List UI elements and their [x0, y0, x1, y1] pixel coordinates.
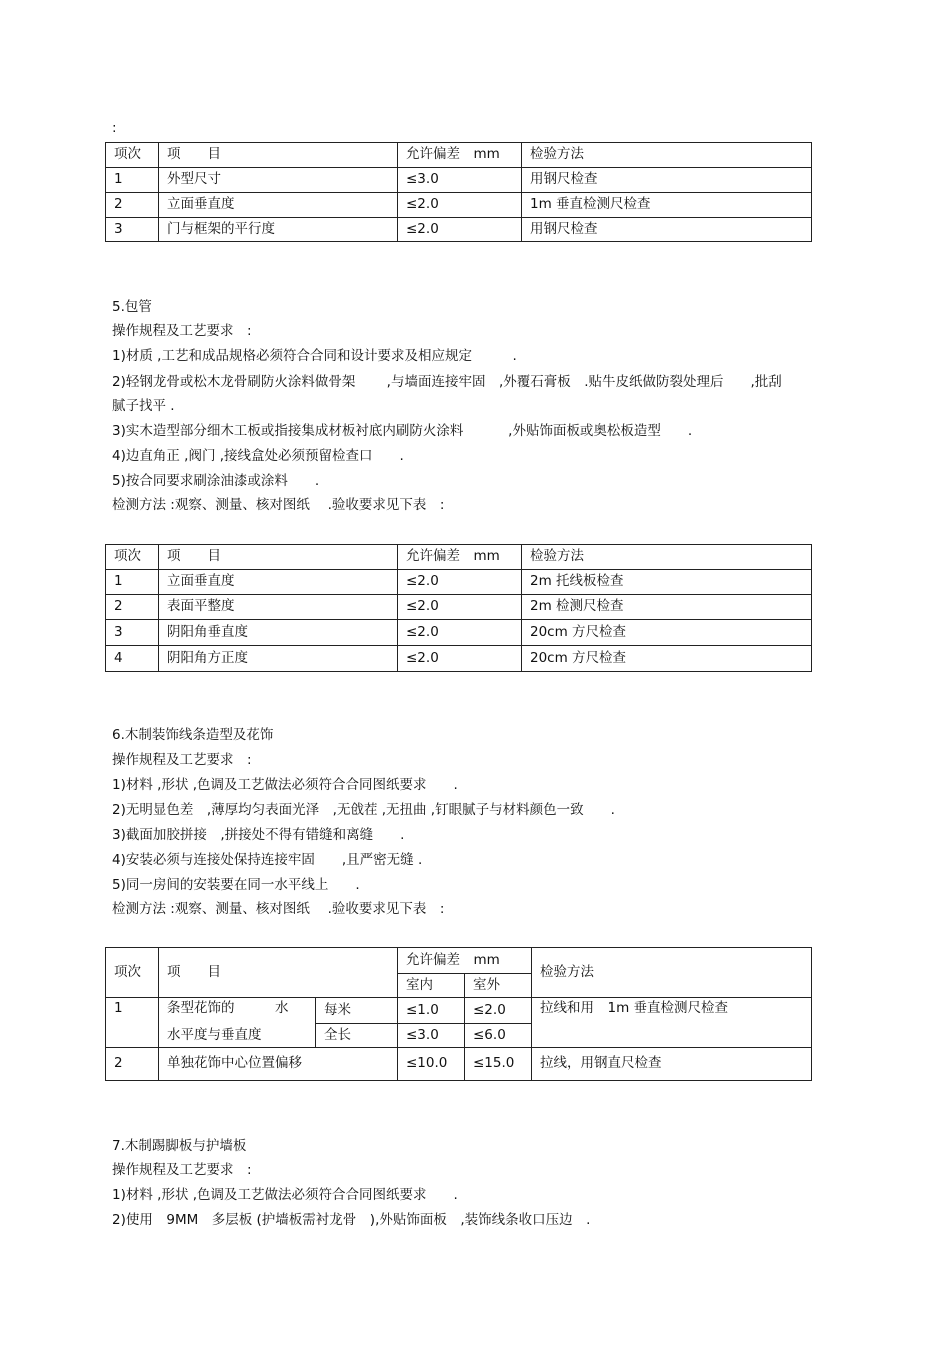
table-1	[105, 142, 812, 242]
header-cell: 允许偏差 mm	[398, 143, 522, 168]
table-row	[106, 570, 812, 595]
table-cell: ≤2.0	[465, 998, 532, 1024]
header-cell: 允许偏差 mm	[398, 545, 522, 570]
table-cell: 立面垂直度	[159, 570, 398, 595]
table-cell: 2	[106, 1048, 159, 1081]
table-cell: 表面平整度	[159, 595, 398, 620]
section-5-item: 5)按合同要求刷涂油漆或涂料 .	[112, 473, 320, 489]
table-cell: ≤2.0	[398, 218, 522, 242]
table-cell: ≤2.0	[398, 595, 522, 620]
table-2	[105, 544, 812, 672]
table-cell: 2m 检测尺检查	[522, 595, 812, 620]
table-cell: ≤3.0	[398, 168, 522, 193]
table-header-row	[106, 948, 812, 974]
table-cell: 水平度与垂直度	[159, 1024, 316, 1048]
header-cell: 室内	[398, 974, 465, 998]
header-cell: 检验方法	[522, 143, 812, 168]
section-6-item: 1)材料 ,形状 ,色调及工艺做法必须符合合同图纸要求 .	[112, 777, 458, 793]
section-6-method: 检测方法 :观察、测量、核对图纸 .验收要求见下表 :	[112, 901, 445, 917]
section-5-item: 3)实木造型部分细木工板或指接集成材板衬底内刷防火涂料 ,外贴饰面板或奥松板造型 .	[112, 423, 693, 439]
table-cell: 20cm 方尺检查	[522, 646, 812, 672]
table-row	[106, 218, 812, 242]
table-cell: 2	[106, 193, 159, 218]
table-row	[106, 1048, 812, 1081]
table-cell: 条型花饰的 水	[159, 998, 316, 1024]
table-cell: 1	[106, 570, 159, 595]
header-cell: 项 目	[159, 948, 398, 998]
header-cell: 室外	[465, 974, 532, 998]
table-cell: ≤15.0	[465, 1048, 532, 1081]
section-7-item: 1)材料 ,形状 ,色调及工艺做法必须符合合同图纸要求 .	[112, 1187, 458, 1203]
table-cell: ≤2.0	[398, 646, 522, 672]
table-cell: 外型尺寸	[159, 168, 398, 193]
table-cell: 每米	[316, 998, 398, 1024]
section-7-item: 2)使用 9MM 多层板 (护墙板需衬龙骨 ),外贴饰面板 ,装饰线条收口压边 .	[112, 1212, 591, 1228]
table-cell: 用钢尺检查	[522, 218, 812, 242]
table-cell: 3	[106, 218, 159, 242]
table-cell: 20cm 方尺检查	[522, 620, 812, 646]
header-cell: 项次	[106, 143, 159, 168]
table-row	[106, 193, 812, 218]
section-6-title: 6.木制装饰线条造型及花饰	[112, 727, 274, 743]
section-5-item: 2)轻钢龙骨或松木龙骨刷防火涂料做骨架 ,与墙面连接牢固 ,外覆石膏板 .贴牛皮纸做防裂处理后 ,批刮	[112, 374, 782, 390]
header-cell: 检验方法	[532, 948, 812, 998]
table-cell: 立面垂直度	[159, 193, 398, 218]
table-cell: 单独花饰中心位置偏移	[159, 1048, 398, 1081]
header-cell: 项次	[106, 948, 159, 998]
table-cell: 拉线和用 1m 垂直检测尺检查	[532, 998, 812, 1048]
table-row	[106, 595, 812, 620]
table-cell: ≤3.0	[398, 1024, 465, 1048]
table-cell: 门与框架的平行度	[159, 218, 398, 242]
table-cell: ≤6.0	[465, 1024, 532, 1048]
table-cell: 拉线，用钢直尺检查	[532, 1048, 812, 1081]
table-cell: 全长	[316, 1024, 398, 1048]
header-cell: 项 目	[159, 545, 398, 570]
table-cell: 3	[106, 620, 159, 646]
table-cell: ≤2.0	[398, 620, 522, 646]
top-colon: :	[112, 120, 117, 136]
table-cell: 1	[106, 998, 159, 1048]
header-cell: 允许偏差 mm	[398, 948, 532, 974]
section-5-item: 1)材质 ,工艺和成品规格必须符合合同和设计要求及相应规定 .	[112, 348, 517, 364]
table-cell: ≤1.0	[398, 998, 465, 1024]
table-3	[105, 947, 812, 1081]
table-cell: ≤2.0	[398, 193, 522, 218]
section-5-intro: 操作规程及工艺要求 :	[112, 323, 252, 339]
table-cell: 2	[106, 595, 159, 620]
section-6-intro: 操作规程及工艺要求 :	[112, 752, 252, 768]
section-7-title: 7.木制踢脚板与护墙板	[112, 1138, 247, 1154]
section-6-item: 5)同一房间的安装要在同一水平线上 .	[112, 877, 360, 893]
table-header-row	[106, 143, 812, 168]
table-row	[106, 998, 812, 1024]
table-cell: 阴阳角垂直度	[159, 620, 398, 646]
section-5-title: 5.包管	[112, 299, 152, 315]
table-cell: 阴阳角方正度	[159, 646, 398, 672]
header-cell: 检验方法	[522, 545, 812, 570]
section-6-item: 2)无明显色差 ,薄厚均匀表面光泽 ,无戗茬 ,无扭曲 ,钉眼腻子与材料颜色一致 .	[112, 802, 615, 818]
section-7-intro: 操作规程及工艺要求 :	[112, 1162, 252, 1178]
table-row	[106, 620, 812, 646]
table-cell: 2m 托线板检查	[522, 570, 812, 595]
table-cell: 1	[106, 168, 159, 193]
table-cell: 4	[106, 646, 159, 672]
table-cell: ≤10.0	[398, 1048, 465, 1081]
header-cell: 项次	[106, 545, 159, 570]
section-6-item: 4)安装必须与连接处保持连接牢固 ,且严密无缝 .	[112, 852, 423, 868]
table-cell: 1m 垂直检测尺检查	[522, 193, 812, 218]
table-row	[106, 646, 812, 672]
table-cell: 用钢尺检查	[522, 168, 812, 193]
header-cell: 项 目	[159, 143, 398, 168]
section-6-item: 3)截面加胶拼接 ,拼接处不得有错缝和离缝 .	[112, 827, 405, 843]
table-cell: ≤2.0	[398, 570, 522, 595]
section-5-method: 检测方法 :观察、测量、核对图纸 .验收要求见下表 :	[112, 497, 445, 513]
table-row	[106, 168, 812, 193]
section-5-item: 腻子找平 .	[112, 398, 175, 414]
table-header-row	[106, 545, 812, 570]
section-5-item: 4)边直角正 ,阀门 ,接线盒处必须预留检查口 .	[112, 448, 404, 464]
